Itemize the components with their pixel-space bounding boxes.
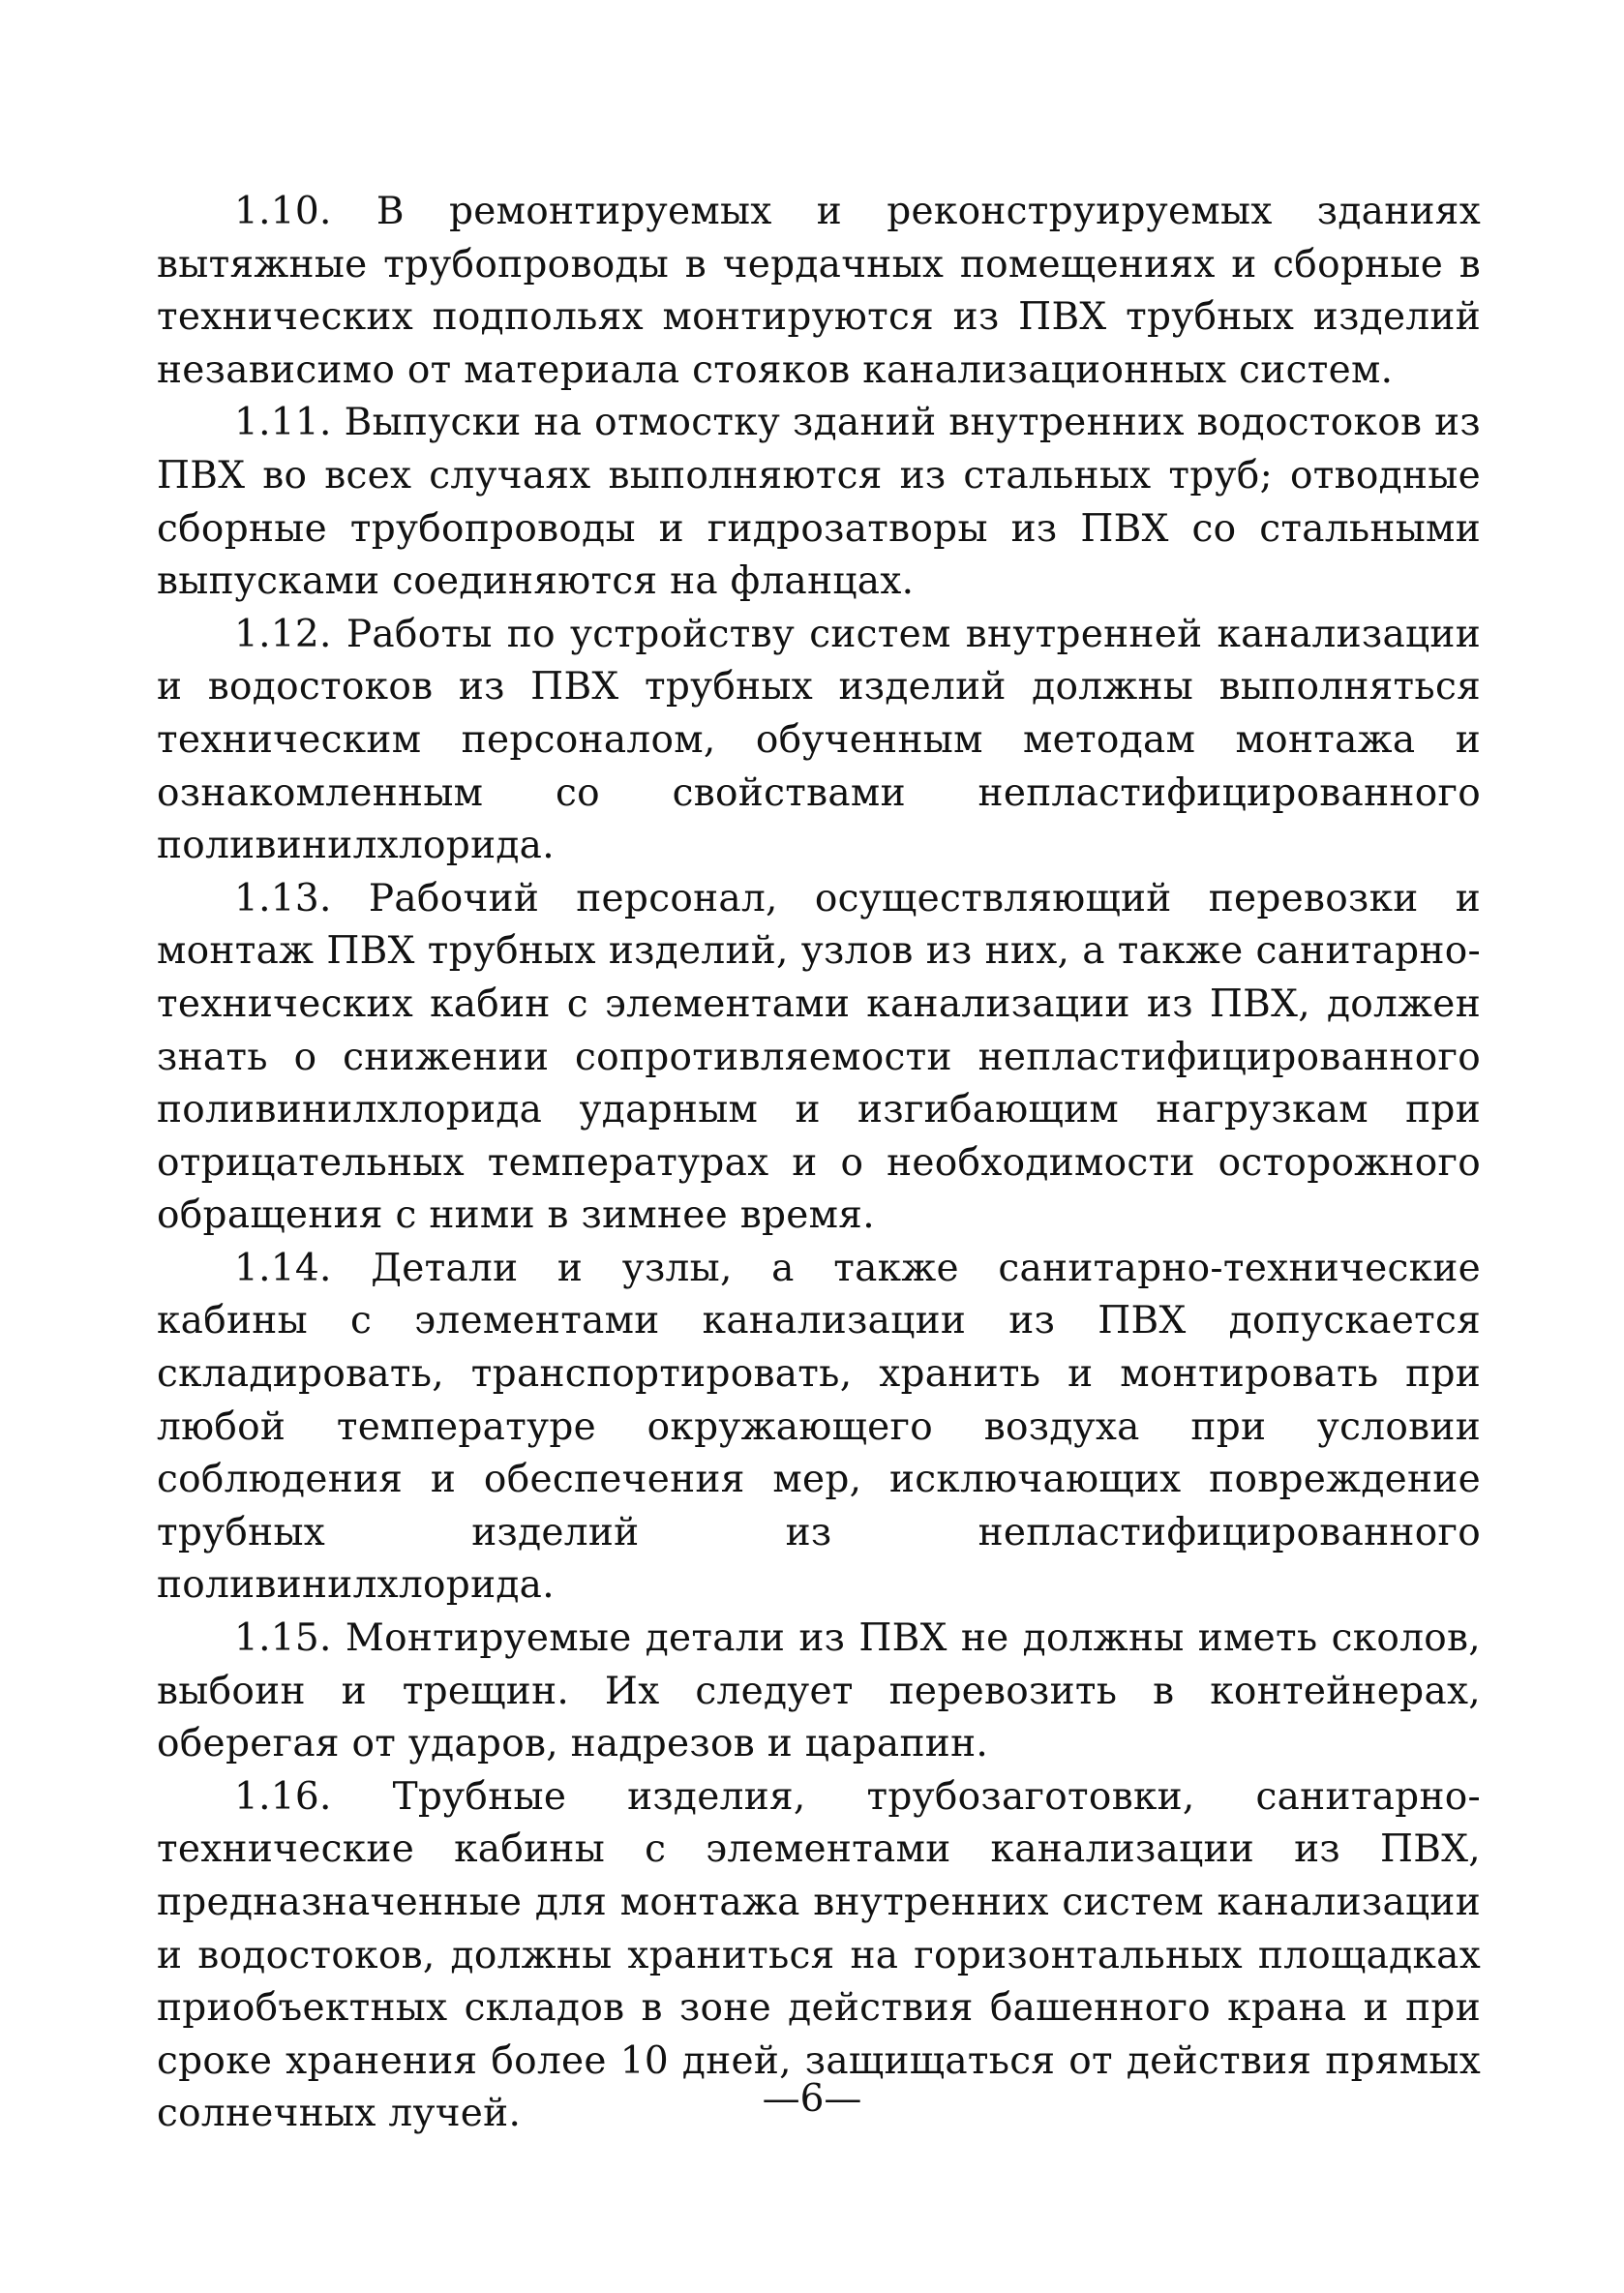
paragraph-1-15: 1.15. Монтируемые детали из ПВХ не должны иметь сколов, выбоин и трещин. Их следует перевозить в контейнерах, оберегая от ударов, надрезов и царапин. bbox=[157, 1616, 1481, 1766]
paragraph-1-14: 1.14. Детали и узлы, а также санитарно-технические кабины с элементами канализации из ПВХ допускается складировать, транспортировать, хранить и монтировать при любой температуре окружающего воздуха при условии соблюдения и обеспечения мер, исключающих повреждение трубных изделий из непластифицированного поливинилхлорида. bbox=[157, 1246, 1481, 1608]
page-number: —6— bbox=[762, 2077, 862, 2121]
paragraph-1-12: 1.12. Работы по устройству систем внутренней канализации и водостоков из ПВХ трубных изделий должны выполняться техническим персоналом, обученным методам монтажа и ознакомленным со свойствами непластифицированного поливинилхлорида. bbox=[157, 612, 1481, 868]
paragraph-1-13: 1.13. Рабочий персонал, осуществляющий перевозки и монтаж ПВХ трубных изделий, узлов из них, а также санитарно-технических кабин с элементами канализации из ПВХ, должен знать о снижении сопротивляемости непластифицированного поливинилхлорида ударным и изгибающим нагрузкам при отрицательных температурах и о необходимости осторожного обращения с ними в зимнее время. bbox=[157, 876, 1481, 1238]
paragraph-1-11: 1.11. Выпуски на отмостку зданий внутренних водостоков из ПВХ во всех случаях выполняются из стальных труб; отводные сборные трубопроводы и гидрозатворы из ПВХ со стальными выпусками соединяются на фланцах. bbox=[157, 401, 1481, 604]
paragraph-1-16: 1.16. Трубные изделия, трубозаготовки, санитарно-технические кабины с элементами канализации из ПВХ, предназначенные для монтажа внутренних систем канализации и водостоков, должны храниться на горизонтальных площадках приобъектных складов в зоне действия башенного крана и при сроке хранения более 10 дней, защищаться от действия прямых солнечных лучей. bbox=[157, 1774, 1481, 2136]
paragraph-1-10: 1.10. В ремонтируемых и реконструируемых зданиях вытяжные трубопроводы в чердачных помещениях и сборные в технических подпольях монтируются из ПВХ трубных изделий независимо от материала стояков канализационных систем. bbox=[157, 190, 1481, 392]
body-text bbox=[157, 186, 1481, 2141]
